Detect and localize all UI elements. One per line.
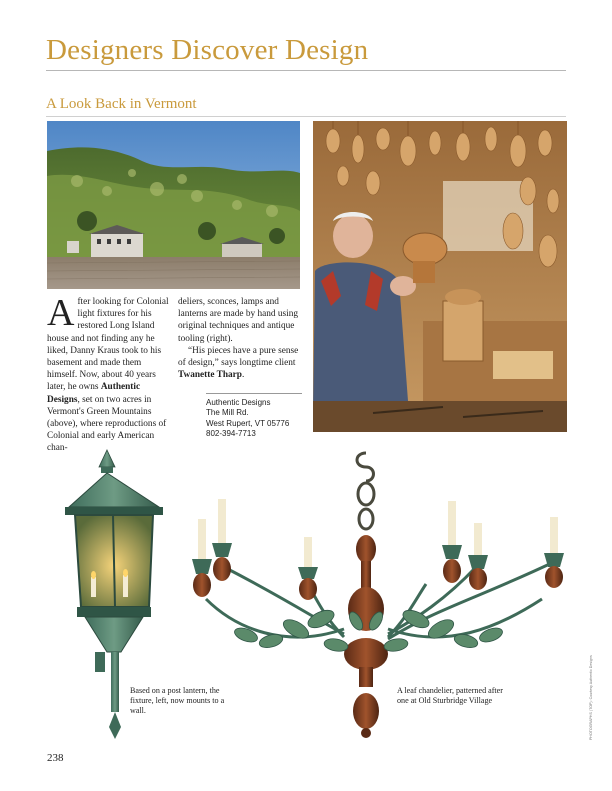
address-phone: 802-394-7713 (206, 428, 256, 438)
page-number: 238 (47, 752, 64, 764)
quote-text: “His pieces have a pure sense of design,” says longtime client (178, 345, 299, 369)
section-subtitle: A Look Back in Vermont (46, 96, 197, 112)
photo-credit (583, 510, 591, 740)
company-name: Authentic Designs (47, 382, 141, 405)
article-column-2 (178, 296, 302, 381)
craftsman-workshop-photo (313, 121, 567, 432)
client-name: Twanette Tharp (178, 370, 242, 381)
article-text-2: , set on two acres in Vermont's Green Mountains (above), where reproductions of Colonial and early American chan- (47, 394, 167, 454)
photo-credit-text: PHOTOGRAPHS (TOP): Courtesy Authentic Designs (589, 655, 593, 740)
address-city: West Rupert, VT 05776 (206, 418, 290, 428)
chandelier-caption: A leaf chandelier, patterned after one at Old Sturbridge Village (397, 686, 503, 705)
address-company: Authentic Designs (206, 398, 271, 407)
article-text-1: fter looking for Colonial light fixtures for his restored Long Island house and not finding any he liked, Danny Kraus took to his basement and made them himself. Now, about 40 years later, he owns (47, 297, 169, 393)
subtitle-divider (46, 116, 566, 117)
drop-cap: A (47, 292, 75, 334)
article-text-3: deliers, sconces, lamps and lanterns are made by hand using original techniques and antique tooling (right). (178, 297, 299, 344)
vermont-landscape-photo (47, 121, 300, 289)
quote-paragraph (178, 345, 302, 382)
article-column-1 (47, 292, 169, 455)
quote-end: . (241, 370, 245, 381)
address-street: The Mill Rd. (206, 408, 249, 418)
leaf-chandelier-image (176, 449, 572, 741)
title-divider (46, 70, 566, 71)
address-divider (206, 393, 302, 394)
contact-address (206, 398, 289, 439)
lantern-caption: Based on a post lantern, the fixture, left, now mounts to a wall. (130, 686, 225, 715)
page-title: Designers Discover Design (46, 34, 369, 66)
